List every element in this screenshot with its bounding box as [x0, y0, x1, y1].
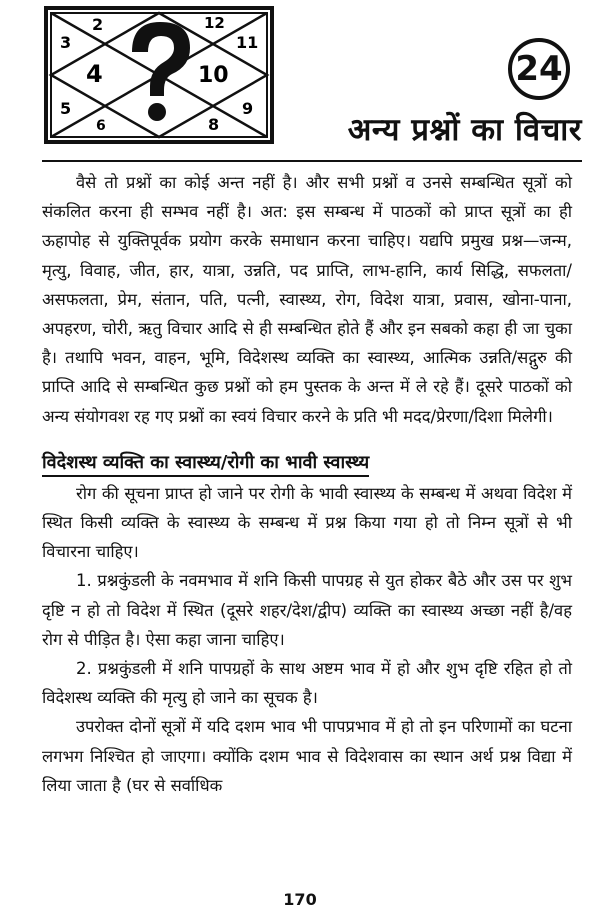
- section-paragraph: उपरोक्त दोनों सूत्रों में यदि दशम भाव भी पापप्रभाव में हो तो इन परिणामों का घटना लगभग निश्चित हो जाएगा। क्योंकि दशम भाव से विदेशवास का स्थान अर्थ प्रश्न विद्या में लिया जाता है (घर से सर्वाधिक: [42, 717, 572, 795]
- house-number: 6: [96, 118, 106, 134]
- rule-item-1: 1. प्रश्नकुंडली के नवमभाव में शनि किसी पापग्रह से युत होकर बैठे और उस पर शुभ दृष्टि न हो तो विदेश में स्थित (दूसरे शहर/देश/द्वीप) व्यक्ति का स्वास्थ्य अच्छा नहीं है/वह रोग से पीड़ित है। ऐसा कहा जाना चाहिए।: [42, 571, 572, 649]
- chapter-title: अन्य प्रश्नों का विचार: [347, 112, 582, 148]
- page-body: [42, 168, 572, 800]
- house-number: 10: [198, 63, 229, 88]
- house-number: 4: [86, 60, 103, 88]
- house-number: 8: [208, 115, 220, 134]
- chapter-number-badge: 24: [508, 38, 570, 100]
- house-number: 12: [204, 14, 225, 32]
- house-number: 11: [236, 33, 259, 52]
- rule-item-2: 2. प्रश्नकुंडली में शनि पापग्रहों के साथ अष्टम भाव में हो और शुभ दृष्टि रहित हो तो विदेशस्थ व्यक्ति की मृत्यु हो जाने का सूचक है।: [42, 659, 572, 708]
- title-divider: [42, 160, 582, 162]
- house-number: 3: [60, 33, 72, 52]
- page-number: 170: [283, 890, 317, 909]
- intro-paragraph: वैसे तो प्रश्नों का कोई अन्त नहीं है। और सभी प्रश्नों व उनसे सम्बन्धित सूत्रों को संकलित करना ही सम्भव नहीं है। अत: इस सम्बन्ध में पाठकों को प्राप्त सूत्रों का ही ऊहापोह से युक्तिपूर्वक प्रयोग करके समाधान करना चाहिए। यद्यपि प्रमुख प्रश्न—जन्म, मृत्यु, विवाह, जीत, हार, यात्रा, उन्नति, पद प्राप्ति, लाभ-हानि, कार्य सिद्धि, सफलता/असफलता, प्रेम, संतान, पति, पत्नी, स्वास्थ्य, रोग, विदेश यात्रा, प्रवास, खोना-पाना, अपहरण, चोरी, ऋतु विचार आदि से ही सम्बन्धित होते हैं और इन सबको कहा ही जा चुका है। तथापि भवन, वाहन, भूमि, विदेशस्थ व्यक्ति का स्वास्थ्य, आत्मिक उन्नति/सद्गुरु की प्राप्ति आदि से सम्बन्धित कुछ प्रश्नों को हम पुस्तक के अन्त में ले रहे हैं। दूसरे पाठकों को अन्य संयोगवश रह गए प्रश्नों का स्वयं विचार करने के प्रति भी मदद/प्रेरणा/दिशा मिलेगी।: [42, 173, 572, 426]
- house-number: 2: [92, 15, 104, 34]
- horoscope-chart-icon: [40, 4, 278, 146]
- section-heading-underline: [42, 475, 369, 477]
- house-number: 9: [242, 99, 254, 118]
- house-number: 5: [60, 99, 72, 118]
- section-heading: [42, 447, 369, 479]
- section-paragraph: रोग की सूचना प्राप्त हो जाने पर रोगी के भावी स्वास्थ्य के सम्बन्ध में अथवा विदेश में स्थित किसी व्यक्ति के स्वास्थ्य के सम्बन्ध में प्रश्न किया गया हो तो निम्न सूत्रों से भी विचारना चाहिए।: [42, 483, 572, 562]
- section-heading-text: विदेशस्थ व्यक्ति का स्वास्थ्य/रोगी का भावी स्वास्थ्य: [42, 451, 370, 473]
